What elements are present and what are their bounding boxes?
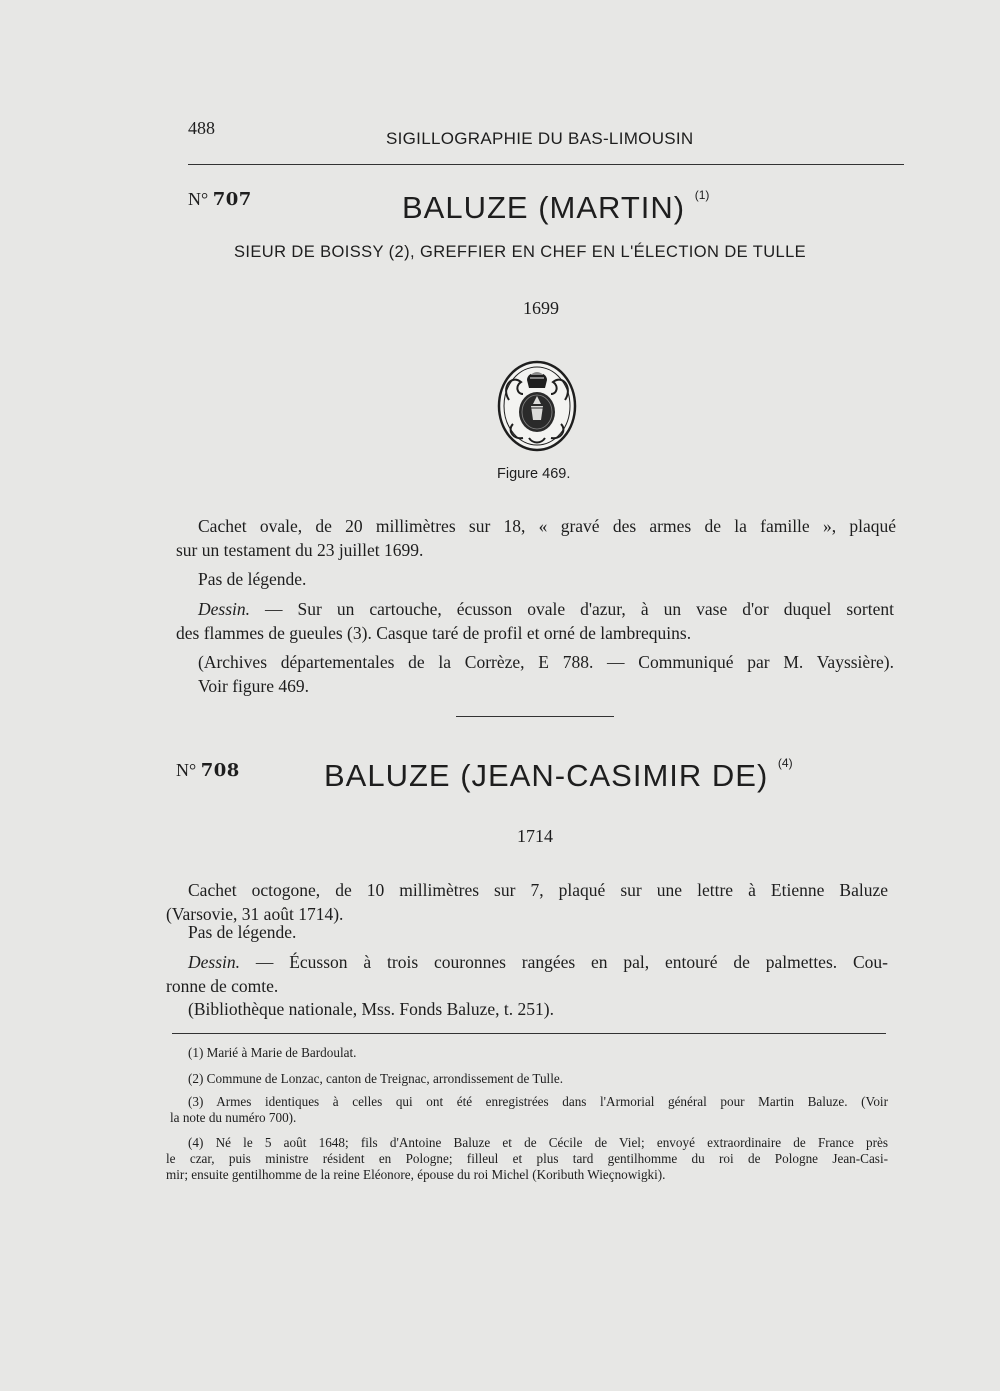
entry-708-number [176,760,240,781]
entry-707-p4-line-1: (Archives départementales de la Corrèze, E 788. — Communiqué par M. Vayssière). [198,652,894,672]
dessin-label: Dessin. [198,599,251,619]
entry-708-paragraph-3 [166,950,888,998]
entry-707-title-note: (1) [694,188,710,202]
section-separator [456,716,614,717]
page-number: 488 [188,118,215,138]
entry-707-p1-line-2: sur un testament du 23 juillet 1699. [176,540,424,560]
entry-707-p4-line-2: Voir figure 469. [198,676,309,696]
entry-707-subtitle: SIEUR DE BOISSY (2), GREFFIER EN CHEF EN L'ÉLECTION DE TULLE [234,243,807,261]
entry-707-p3-line-1-text: — Sur un cartouche, écusson ovale d'azur, à un vase d'or duquel sortent [250,599,894,619]
entry-707-paragraph-2: Pas de légende. [198,569,307,589]
header-rule [188,164,904,165]
running-title: SIGILLOGRAPHIE DU BAS-LIMOUSIN [386,129,694,148]
entry-707-p1-line-1: Cachet ovale, de 20 millimètres sur 18, « gravé des armes de la famille », plaqué [198,516,896,536]
footnote-4-line-2: le czar, puis ministre résident en Pologne; filleul et plus tard gentilhomme du roi de Pologne Jean-Casi- [166,1151,888,1166]
footnote-4 [166,1135,888,1183]
entry-708-paragraph-4: (Bibliothèque nationale, Mss. Fonds Baluze, t. 251). [188,999,554,1019]
entry-707-paragraph-3 [176,597,894,645]
footnote-4-line-3: mir; ensuite gentilhomme de la reine Eléonore, épouse du roi Michel (Koributh Wieçnowigki). [166,1167,666,1182]
entry-707-year: 1699 [523,298,559,318]
entry-707-number-value: 707 [212,189,252,210]
footnote-3-line-2: la note du numéro 700). [170,1110,297,1125]
entry-708-paragraph-1 [166,878,888,926]
entry-708-p1-line-2: (Varsovie, 31 août 1714). [166,904,344,924]
entry-708-p3-line-2: ronne de comte. [166,976,279,996]
entry-708-paragraph-2: Pas de légende. [188,922,297,942]
entry-707-paragraph-1 [176,514,896,562]
footnote-3-line-1: (3) Armes identiques à celles qui ont été enregistrées dans l'Armorial général pour Martin Baluze. (Voir [188,1094,888,1109]
seal-figure-469 [497,360,577,452]
dessin-label-708: Dessin. [188,952,241,972]
entry-707-title-text: BALUZE (MARTIN) [402,190,686,225]
entry-707-number [188,189,252,210]
footnote-4-line-1: (4) Né le 5 août 1648; fils d'Antoine Baluze et de Cécile de Viel; envoyé extraordinaire de France près [188,1135,888,1150]
entry-708-number-value: 708 [200,760,240,781]
entry-707-p3-line-2: des flammes de gueules (3). Casque taré de profil et orné de lambrequins. [176,623,692,643]
footnote-rule [172,1033,886,1034]
entry-708-year: 1714 [517,826,553,846]
entry-708-number-prefix: N° [176,760,197,780]
entry-708-title [324,758,793,794]
seal-illustration [497,360,577,452]
entry-708-p1-line-1: Cachet octogone, de 10 millimètres sur 7, plaqué sur une lettre à Etienne Baluze [188,880,888,900]
entry-708-p3-line-1 [166,950,888,974]
entry-707-p3-line-1 [176,597,894,621]
entry-708-title-note: (4) [777,756,793,770]
footnote-1: (1) Marié à Marie de Bardoulat. [188,1045,357,1060]
entry-707-number-prefix: N° [188,189,209,209]
footnote-2: (2) Commune de Lonzac, canton de Treignac, arrondissement de Tulle. [188,1071,564,1086]
entry-707-title [402,190,709,226]
entry-708-title-text: BALUZE (JEAN-CASIMIR DE) [324,758,769,793]
entry-708-p3-line-1-text: — Écusson à trois couronnes rangées en pal, entouré de palmettes. Cou- [240,952,888,972]
footnote-3 [170,1094,888,1126]
entry-707-paragraph-4 [176,650,894,698]
figure-caption: Figure 469. [497,466,571,482]
